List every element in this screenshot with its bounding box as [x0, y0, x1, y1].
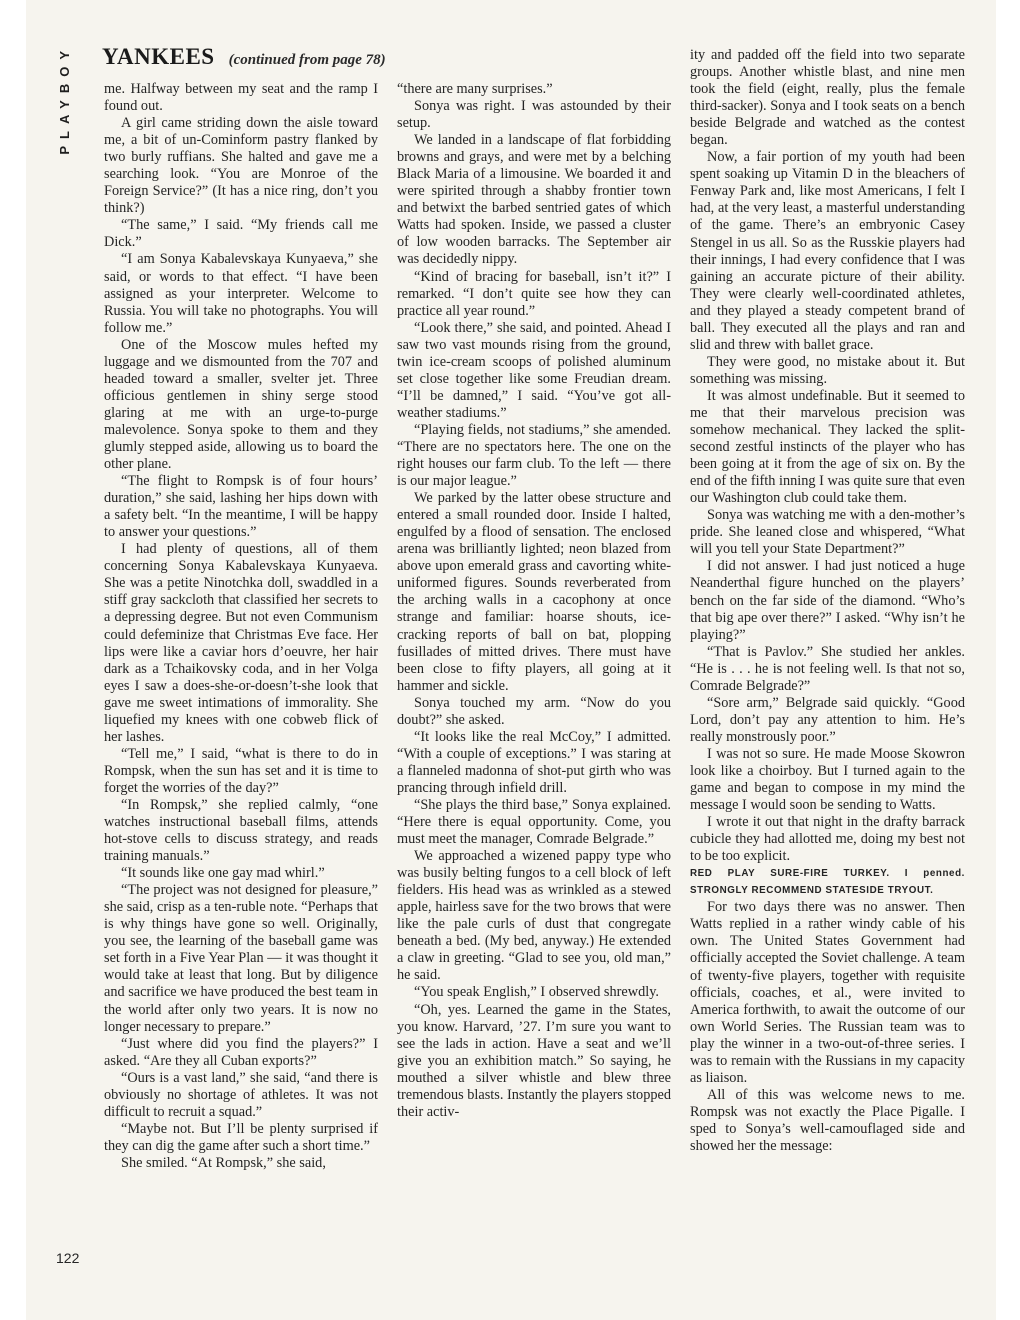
- paragraph: “You speak English,” I observed shrewdly.: [414, 984, 659, 1001]
- paragraph: “That is Pavlov.” She studied her ankles. “He is . . . he is not feeling well. Is that not so, Comrade Belgrade?”: [690, 643, 965, 694]
- paragraph: We parked by the latter obese structure and entered a small rounded door. Inside I halted, engulfed by a flood of sensation. The enclosed arena was brilliantly lighted; neon blazed from above upon emerald grass and cavorting white-uniformed figures. Sounds reverberated from the arching walls in a cacophony at once strange and familiar: hoarse shouts, ice-cracking reports of ball on bat, plopping fusillades of mitted drives. There must have been close to fifty players, all going at it hammer and sickle.: [397, 490, 671, 694]
- paragraph: “The project was not designed for pleasure,” she said, crisp as a ten-ruble note. “Perhaps that is why things have gone so well. Originally, you see, the learning of the baseball game was set forth in a Five Year Plan — it was thought it would take at least that long. But by diligence and sacrifice we have produced the best team in the world after only two years. It is now no longer necessary to prepare.”: [104, 882, 378, 1035]
- text-column-1: [104, 81, 378, 1172]
- paragraph: “Kind of bracing for baseball, isn’t it?” I remarked. “I don’t quite see how they can practice all year round.”: [397, 268, 671, 319]
- paragraph: For two days there was no answer. Then Watts replied in a rather windy cable of his own. The United States Government had officially accepted the Soviet challenge. A team of twenty-five players, together with requisite officials, coaches, et al., were invited to America forthwith, to await the outcome of our own World Series. The Russian team was to play the winner in a two-out-of-three series. I was to remain with the Russians in my capacity as liaison.: [690, 899, 965, 1086]
- paragraph: Sonya was right. I was astounded by their setup.: [397, 98, 671, 132]
- paragraph: “She plays the third base,” Sonya explained. “Here there is equal opportunity. Come, you must meet the manager, Comrade Belgrade.”: [397, 796, 671, 848]
- paragraph: “Playing fields, not stadiums,” she amended. “There are no spectators here. The one on the right houses our farm club. To the left — there is our major league.”: [397, 421, 671, 490]
- paragraph: I wrote it out that night in the drafty barrack cubicle they had allotted me, doing my best not to be too explicit.: [690, 814, 965, 865]
- text-column-2: [397, 81, 671, 1121]
- paragraph: “Sore arm,” Belgrade said quickly. “Good Lord, don’t pay any attention to him. He’s really monstrously poor.”: [690, 694, 965, 745]
- paragraph: We approached a wizened pappy type who was busily belting fungos to a cell block of left fielders. His head was as wrinkled as a stewed apple, hairless save for the two brows that were like the pale curls of dust that congregate beneath a bed. (My bed, anyway.) He extended a claw in greeting. “Glad to see you, old man,” he said.: [397, 848, 671, 984]
- paragraph: She smiled. “At Rompsk,” she said,: [121, 1154, 326, 1171]
- paragraph: “The flight to Rompsk is of four hours’ duration,” she said, lashing her hips down with a safety belt. “In the meantime, I will be happy to answer your questions.”: [104, 473, 378, 541]
- text-column-3: [690, 47, 965, 1155]
- paragraph: “Look there,” she said, and pointed. Ahead I saw two vast mounds rising from the ground, twin ice-cream scoops of polished aluminum set close together like some Freudian dream. “I’ll be damned,” I said. “You’ve got all-weather stadiums.”: [397, 319, 671, 421]
- paragraph: “there are many surprises.”: [397, 81, 553, 97]
- paragraph: “Oh, yes. Learned the game in the States, you know. Harvard, ’27. I’m sure you want to see the lads in action. Have a seat and we’ll give you an exhibition match.” So saying, he mouthed a silver whistle and blew three tremendous blasts. Instantly the players stopped their activ-: [397, 1001, 671, 1120]
- paragraph: “Maybe not. But I’ll be plenty surprised if they can dig the game after such a short time.”: [104, 1120, 378, 1154]
- article-title: YANKEES: [102, 44, 215, 69]
- continued-note: (continued from page 78): [228, 52, 386, 68]
- paragraph: ity and padded off the field into two separate groups. Another whistle blast, and nine men took the field (eight, really, plus the female third-sacker). Sonya and I took seats on a bench beside Belgrade and watched as the contest began.: [690, 47, 965, 149]
- telegram-message: RED PLAY SURE-FIRE TURKEY. I penned. STRONGLY RECOMMEND STATESIDE TRYOUT.: [690, 868, 965, 897]
- paragraph: They were good, no mistake about it. But something was missing.: [690, 353, 965, 387]
- paragraph: Now, a fair portion of my youth had been spent soaking up Vitamin D in the bleachers of Fenway Park and, like most Americans, I felt I had, at the very least, a masterful understanding of the game. There’s an embryonic Casey Stengel in us all. So as the Russkie players had their innings, I had every confidence that I was gaining an accurate picture of their ability. They were clearly well-coordinated athletes, and they played a steady competent brand of ball. They executed all the plays and ran and slid and threw with ballet grace.: [690, 149, 965, 353]
- paragraph: “Just where did you find the players?” I asked. “Are they all Cuban exports?”: [104, 1035, 378, 1069]
- paragraph: It was almost undefinable. But it seemed to me that their marvelous precision was somehow mechanical. They lacked the split-second zestful instincts of the player who has been going at it from the age of six on. By the end of the fifth inning I was quite sure that even our Washington club could take them.: [690, 387, 965, 507]
- paragraph: “In Rompsk,” she replied calmly, “one watches instructional baseball films, attends hot-stove cells to discuss strategy, and reads training manuals.”: [104, 796, 378, 865]
- paragraph: I did not answer. I had just noticed a huge Neanderthal figure hunched on the players’ bench on the far side of the diamond. “Who’s that big ape over there?” I asked. “Why isn’t he playing?”: [690, 558, 965, 643]
- paragraph: “I am Sonya Kabalevskaya Kunyaeva,” she said, or words to that effect. “I have been assigned as your interpreter. Welcome to Russia. You will take no photographs. You will follow me.”: [104, 251, 378, 336]
- paragraph: Sonya touched my arm. “Now do you doubt?” she asked.: [397, 694, 671, 728]
- paragraph: “Tell me,” I said, “what is there to do in Rompsk, when the sun has set and it is time to forget the worries of the day?”: [104, 745, 378, 796]
- paragraph: I had plenty of questions, all of them concerning Sonya Kabalevskaya Kunyaeva. She was a petite Ninotchka doll, swaddled in a stiff gray sackcloth that classified her secrets to a depressing degree. But not even Communism could defeminize that Christmas Eve face. Her lips were like a caviar hors d’oeuvre, her hair dark as a Tchaikovsky coda, and in her Volga eyes I saw a does-she-or-doesn’t-she look that gave me sweet intimations of immorality. She liquefied my knees with one cobweb flick of her lashes.: [104, 541, 378, 745]
- paragraph: me. Halfway between my seat and the ramp I found out.: [104, 81, 378, 115]
- magazine-page: [26, 0, 996, 1320]
- paragraph: “It looks like the real McCoy,” I admitted. “With a couple of exceptions.” I was staring at a flanneled madonna of shot-put girth who was prancing through infield drill.: [397, 728, 671, 796]
- paragraph: A girl came striding down the aisle toward me, a bit of un-Cominform pastry flanked by two burly ruffians. She halted and gave me a searching look. “You are Monroe of the Foreign Service?” (It has a nice ring, don’t you think?): [104, 115, 378, 217]
- paragraph: “The same,” I said. “My friends call me Dick.”: [104, 217, 378, 251]
- page-number: 122: [56, 1250, 80, 1266]
- paragraph: “Ours is a vast land,” she said, “and there is obviously no shortage of athletes. It was not difficult to recruit a squad.”: [104, 1069, 378, 1120]
- paragraph: All of this was welcome news to me. Rompsk was not exactly the Place Pigalle. I sped to Sonya’s well-camouflaged side and showed her the message:: [690, 1086, 965, 1154]
- paragraph: Sonya was watching me with a den-mother’s pride. She leaned close and whispered, “What will you tell your State Department?”: [690, 507, 965, 558]
- paragraph: I was not so sure. He made Moose Skowron look like a choirboy. But I turned again to the game and began to compose in my mind the message I would soon be sending to Watts.: [690, 745, 965, 814]
- paragraph: “It sounds like one gay mad whirl.”: [121, 865, 325, 882]
- paragraph: We landed in a landscape of flat forbidding browns and grays, and were met by a belching Black Maria of a limousine. We boarded it and were spirited through a shabby frontier town and betwixt the barbed sentried gates of which Watts had spoken. Inside, we passed a cluster of low wooden barracks. The September air was decidedly nippy.: [397, 132, 671, 268]
- article-header: [102, 44, 386, 74]
- paragraph: One of the Moscow mules hefted my luggage and we dismounted from the 707 and headed toward a smaller, svelter jet. Three officious gentlemen in shiny serge stood glaring at me with an urge-to-purge malevolence. Sonya spoke to them and they glumly stepped aside, allowing us to board the other plane.: [104, 336, 378, 473]
- magazine-name: PLAYBOY: [57, 44, 72, 155]
